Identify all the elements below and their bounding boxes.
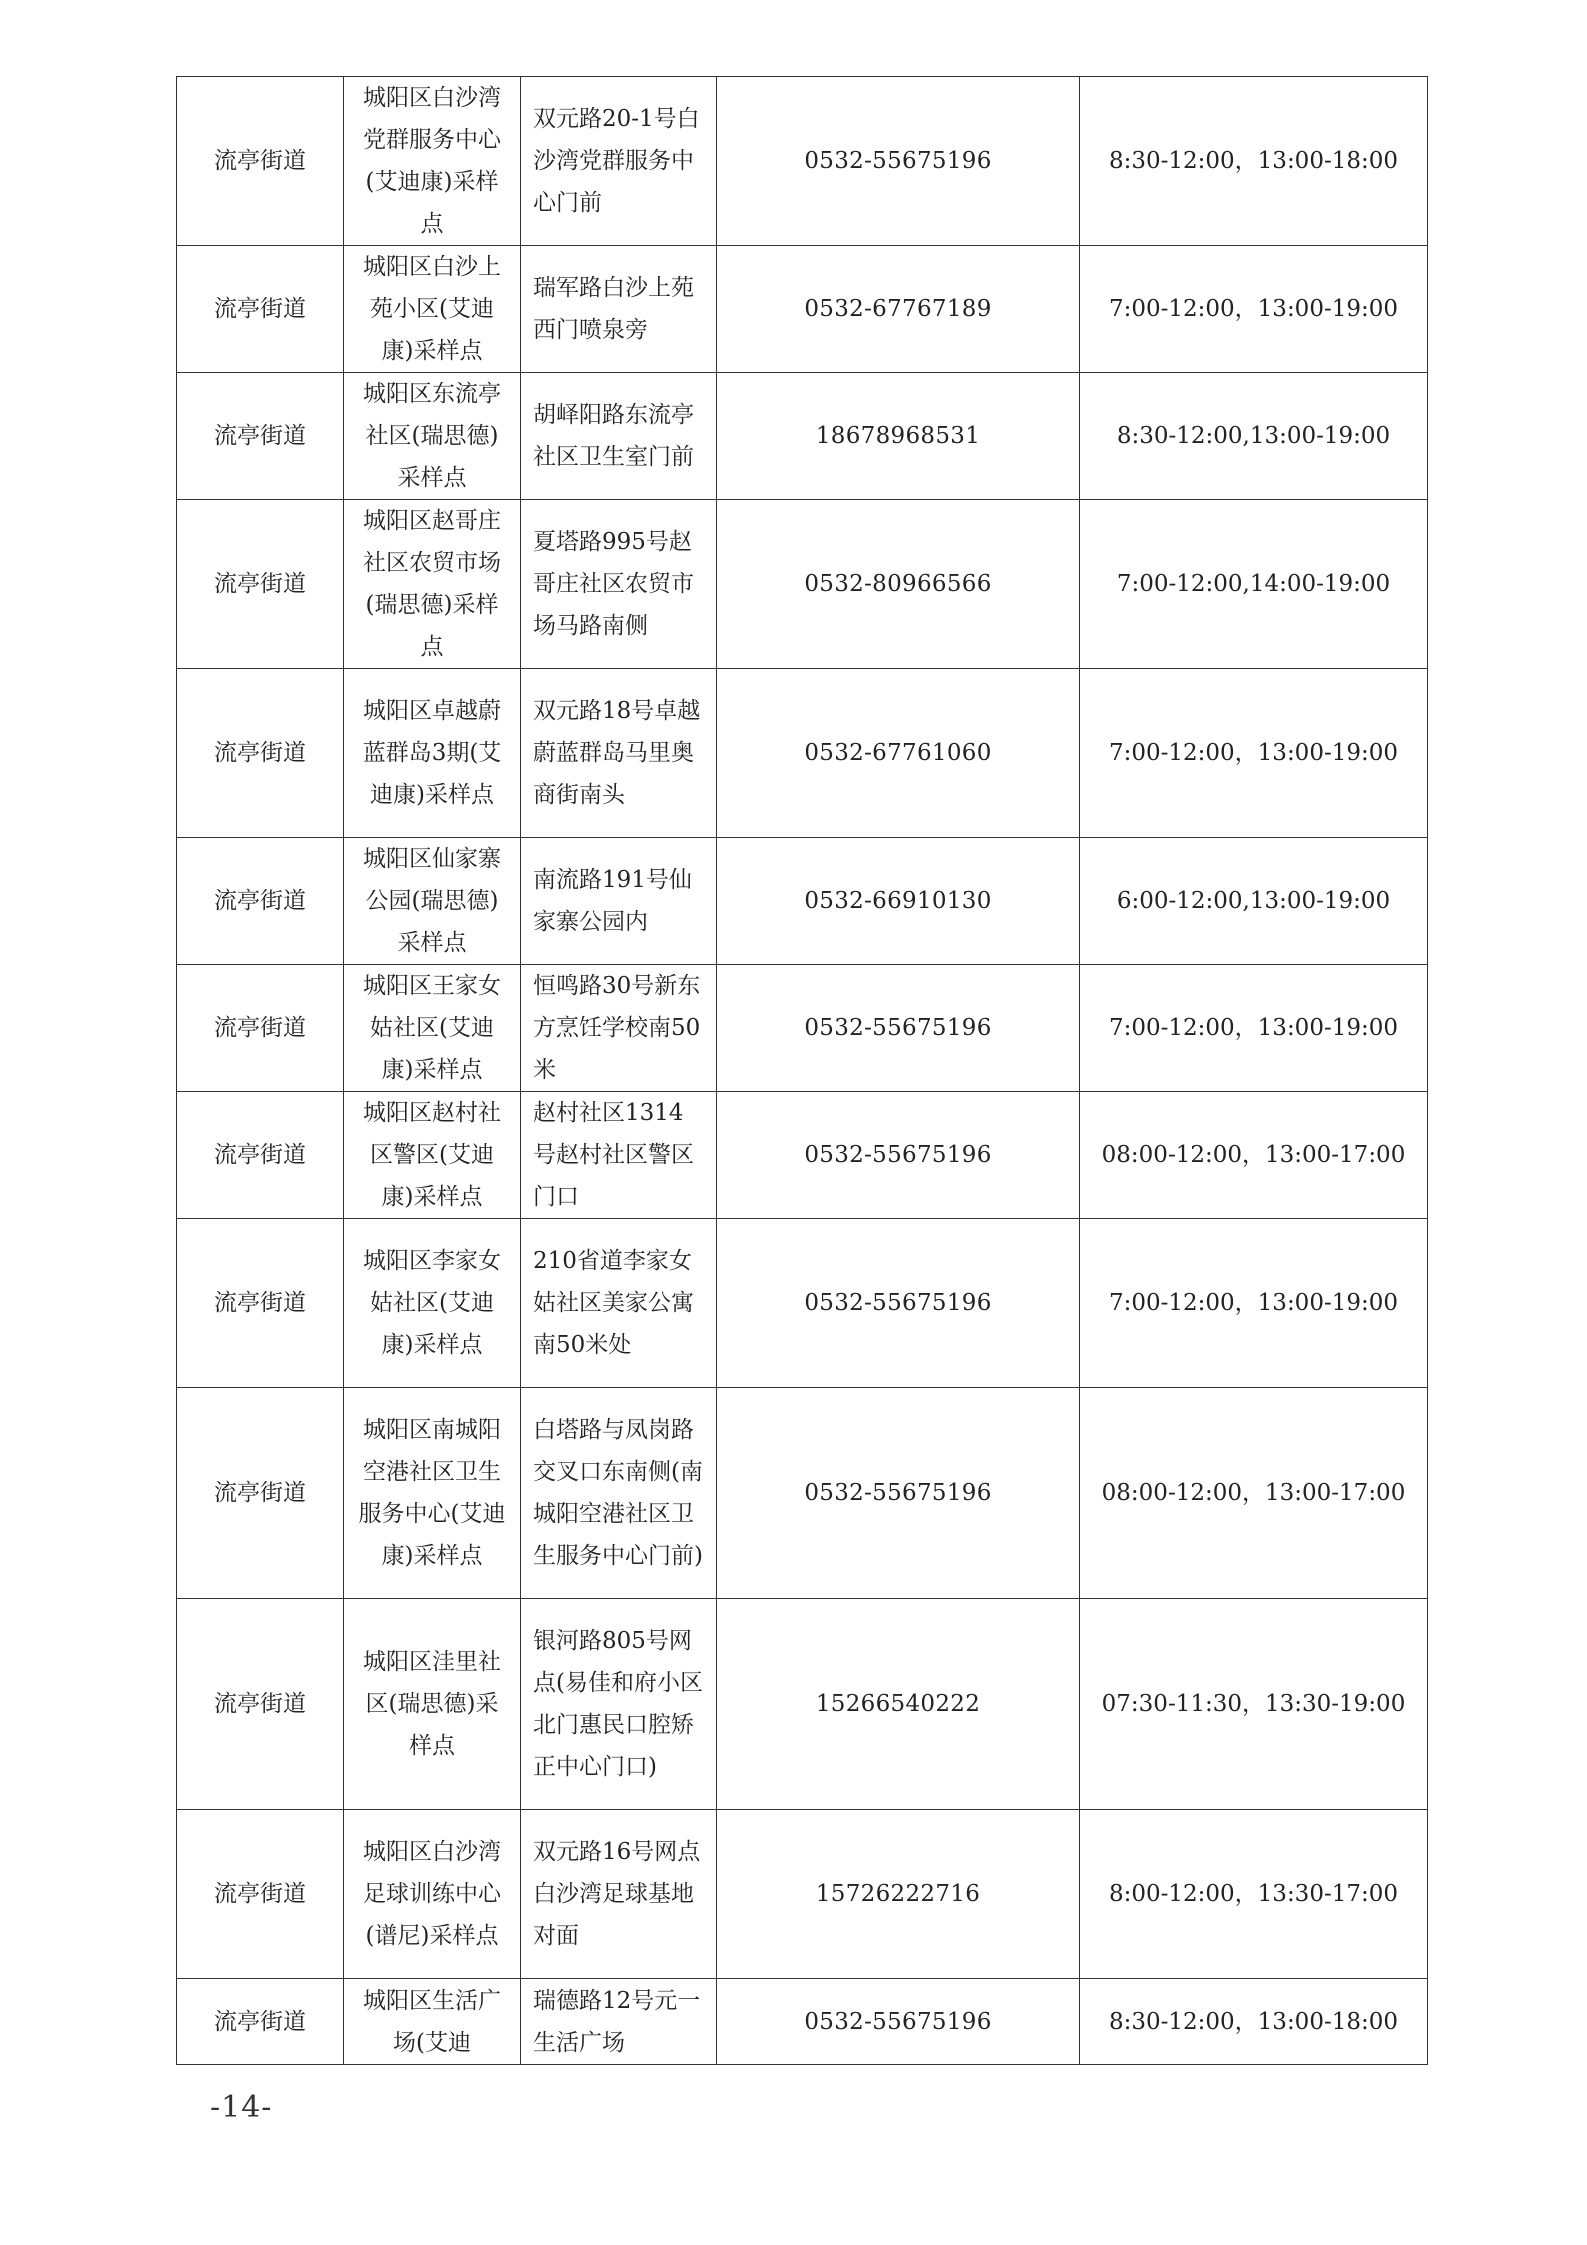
table-row [177,1219,1428,1388]
street-cell: 流亭街道 [177,1388,344,1599]
table-row [177,1388,1428,1599]
street-cell: 流亭街道 [177,373,344,500]
phone-cell: 0532-55675196 [717,965,1080,1092]
phone-cell: 18678968531 [717,373,1080,500]
street-cell: 流亭街道 [177,1810,344,1979]
street-cell: 流亭街道 [177,246,344,373]
address-cell: 恒鸣路30号新东方烹饪学校南50米 [521,965,717,1092]
address-cell: 双元路20-1号白沙湾党群服务中心门前 [521,77,717,246]
hours-cell: 7:00-12:00，13:00-19:00 [1080,965,1428,1092]
street-cell: 流亭街道 [177,77,344,246]
table-row [177,500,1428,669]
street-cell: 流亭街道 [177,838,344,965]
phone-cell: 0532-67761060 [717,669,1080,838]
hours-cell: 7:00-12:00，13:00-19:00 [1080,246,1428,373]
street-cell: 流亭街道 [177,1979,344,2065]
site-name-cell: 城阳区王家女姑社区(艾迪康)采样点 [344,965,521,1092]
table-row [177,77,1428,246]
street-cell: 流亭街道 [177,1599,344,1810]
hours-cell: 8:30-12:00，13:00-18:00 [1080,77,1428,246]
hours-cell: 7:00-12:00，13:00-19:00 [1080,1219,1428,1388]
site-name-cell: 城阳区南城阳空港社区卫生服务中心(艾迪康)采样点 [344,1388,521,1599]
hours-cell: 08:00-12:00，13:00-17:00 [1080,1388,1428,1599]
table-row [177,1599,1428,1810]
site-name-cell: 城阳区白沙湾足球训练中心(谱尼)采样点 [344,1810,521,1979]
hours-cell: 08:00-12:00，13:00-17:00 [1080,1092,1428,1219]
table-row [177,669,1428,838]
hours-cell: 6:00-12:00,13:00-19:00 [1080,838,1428,965]
street-cell: 流亭街道 [177,1092,344,1219]
table-row [177,838,1428,965]
table-row [177,1092,1428,1219]
hours-cell: 7:00-12:00,14:00-19:00 [1080,500,1428,669]
table-row [177,246,1428,373]
phone-cell: 0532-66910130 [717,838,1080,965]
site-name-cell: 城阳区白沙湾党群服务中心(艾迪康)采样点 [344,77,521,246]
phone-cell: 0532-55675196 [717,1388,1080,1599]
site-name-cell: 城阳区赵村社区警区(艾迪康)采样点 [344,1092,521,1219]
phone-cell: 15726222716 [717,1810,1080,1979]
phone-cell: 0532-67767189 [717,246,1080,373]
address-cell: 210省道李家女姑社区美家公寓南50米处 [521,1219,717,1388]
site-name-cell: 城阳区仙家寨公园(瑞思德)采样点 [344,838,521,965]
street-cell: 流亭街道 [177,500,344,669]
phone-cell: 0532-55675196 [717,1979,1080,2065]
address-cell: 赵村社区1314号赵村社区警区门口 [521,1092,717,1219]
hours-cell: 07:30-11:30，13:30-19:00 [1080,1599,1428,1810]
address-cell: 胡峄阳路东流亭社区卫生室门前 [521,373,717,500]
table-body [177,77,1428,2065]
table-row [177,1979,1428,2065]
site-name-cell: 城阳区李家女姑社区(艾迪康)采样点 [344,1219,521,1388]
street-cell: 流亭街道 [177,669,344,838]
address-cell: 白塔路与凤岗路交叉口东南侧(南城阳空港社区卫生服务中心门前) [521,1388,717,1599]
site-name-cell: 城阳区赵哥庄社区农贸市场(瑞思德)采样点 [344,500,521,669]
address-cell: 瑞德路12号元一生活广场 [521,1979,717,2065]
site-name-cell: 城阳区白沙上苑小区(艾迪康)采样点 [344,246,521,373]
table-row [177,1810,1428,1979]
address-cell: 夏塔路995号赵哥庄社区农贸市场马路南侧 [521,500,717,669]
page-number: -14- [210,2090,273,2125]
address-cell: 银河路805号网点(易佳和府小区北门惠民口腔矫正中心门口) [521,1599,717,1810]
sampling-sites-table [176,76,1428,2065]
address-cell: 双元路16号网点白沙湾足球基地对面 [521,1810,717,1979]
street-cell: 流亭街道 [177,965,344,1092]
hours-cell: 8:00-12:00，13:30-17:00 [1080,1810,1428,1979]
street-cell: 流亭街道 [177,1219,344,1388]
phone-cell: 0532-80966566 [717,500,1080,669]
address-cell: 瑞军路白沙上苑西门喷泉旁 [521,246,717,373]
site-name-cell: 城阳区生活广场(艾迪 [344,1979,521,2065]
phone-cell: 15266540222 [717,1599,1080,1810]
table-row [177,373,1428,500]
phone-cell: 0532-55675196 [717,77,1080,246]
phone-cell: 0532-55675196 [717,1092,1080,1219]
address-cell: 南流路191号仙家寨公园内 [521,838,717,965]
phone-cell: 0532-55675196 [717,1219,1080,1388]
site-name-cell: 城阳区卓越蔚蓝群岛3期(艾迪康)采样点 [344,669,521,838]
table-row [177,965,1428,1092]
hours-cell: 8:30-12:00，13:00-18:00 [1080,1979,1428,2065]
site-name-cell: 城阳区东流亭社区(瑞思德)采样点 [344,373,521,500]
hours-cell: 7:00-12:00，13:00-19:00 [1080,669,1428,838]
address-cell: 双元路18号卓越蔚蓝群岛马里奥商街南头 [521,669,717,838]
hours-cell: 8:30-12:00,13:00-19:00 [1080,373,1428,500]
site-name-cell: 城阳区洼里社区(瑞思德)采样点 [344,1599,521,1810]
